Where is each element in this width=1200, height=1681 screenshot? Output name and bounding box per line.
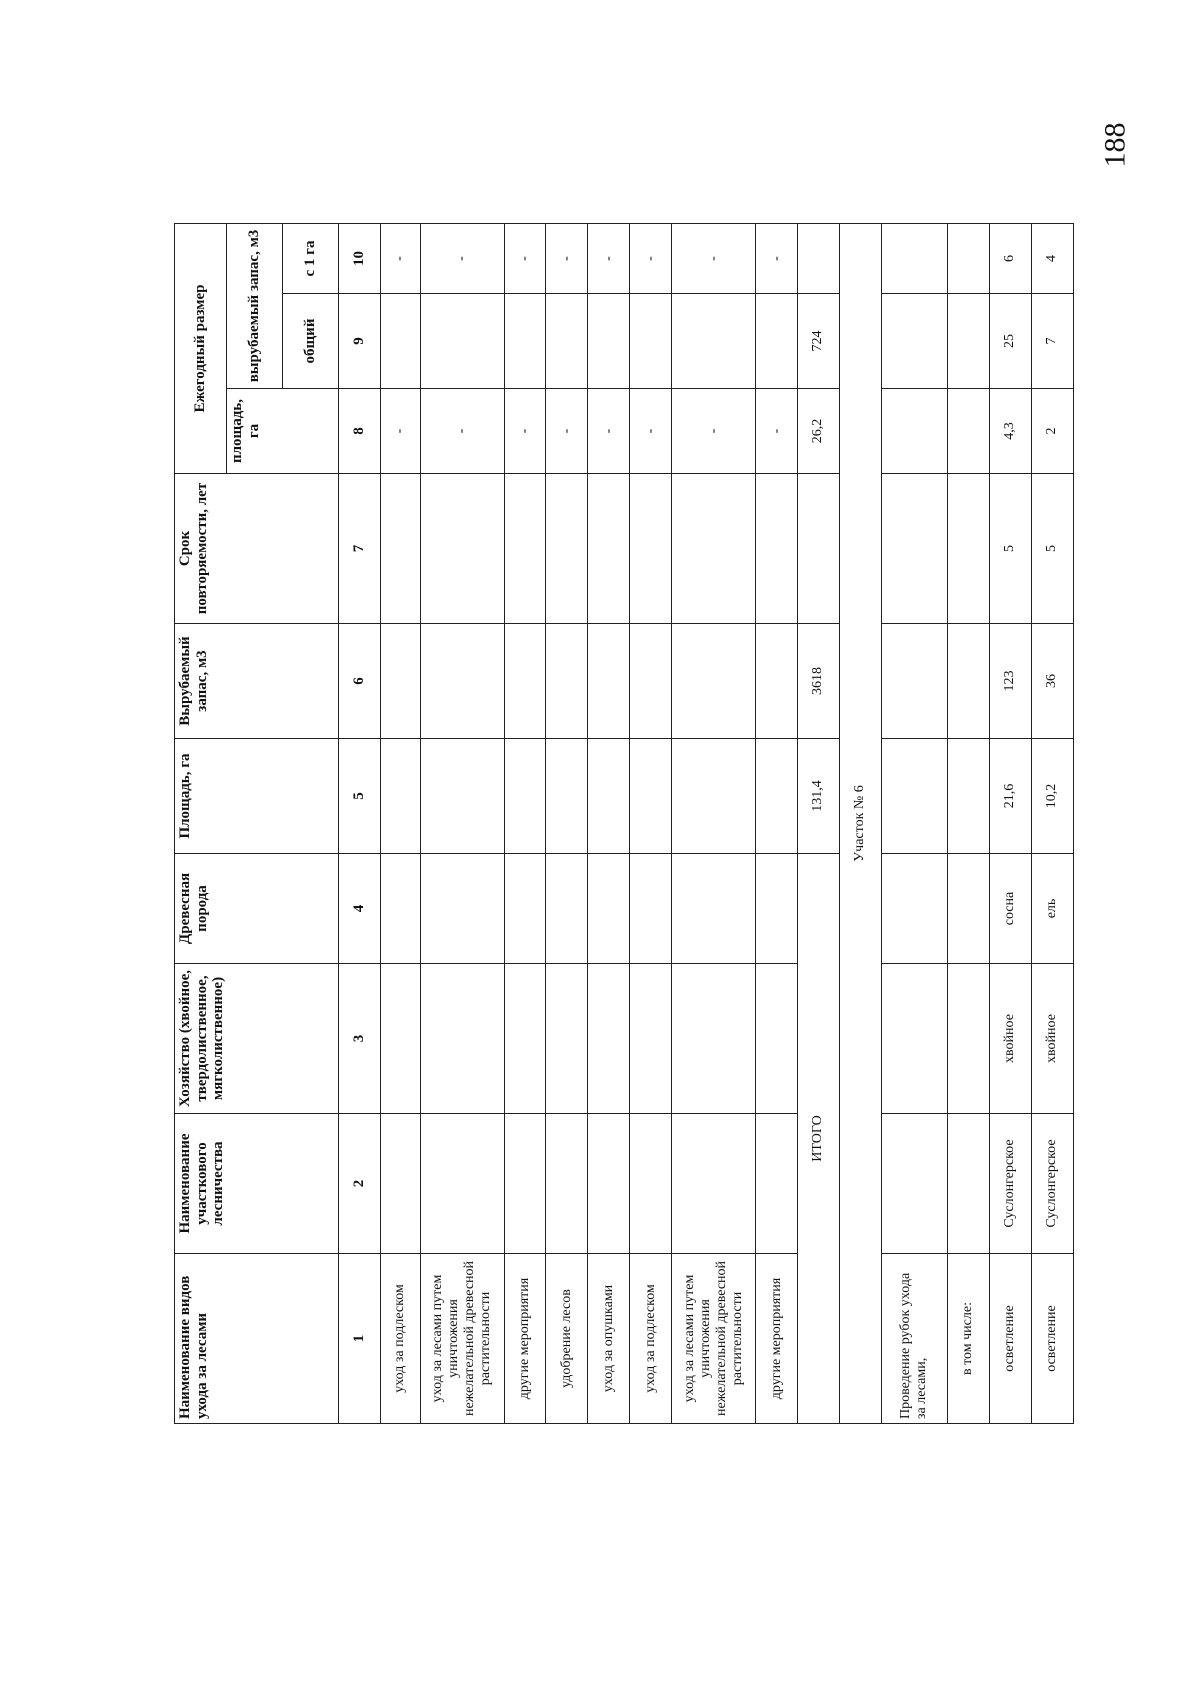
header-annual-size: Ежегодный размер	[175, 224, 227, 474]
care-type-cell: другие мероприятия	[756, 1254, 798, 1424]
care-type-cell: уход за лесами путем уничтожения нежелательной древесной растительности	[672, 1254, 756, 1424]
column-number: 6	[339, 624, 381, 739]
care-type-cell: другие мероприятия	[504, 1254, 546, 1424]
annual-area-cell: -	[380, 389, 420, 474]
header-annual-total: общий	[283, 294, 339, 389]
per-ha-cell: -	[380, 224, 420, 294]
care-type-cell: удобрение лесов	[546, 1254, 588, 1424]
annual-total-cell: 25	[989, 294, 1031, 389]
per-ha-cell: -	[630, 224, 672, 294]
care-type-cell: уход за подлеском	[630, 1254, 672, 1424]
table-row	[948, 224, 990, 1424]
per-ha-cell: -	[504, 224, 546, 294]
volume-cell: 123	[989, 624, 1031, 739]
annual-area-cell: -	[756, 389, 798, 474]
annual-area-cell: -	[672, 389, 756, 474]
table-row	[989, 224, 1031, 1424]
per-ha-cell: 6	[989, 224, 1031, 294]
table-row	[672, 224, 756, 1424]
section-row	[839, 224, 881, 1424]
annual-area-cell: -	[630, 389, 672, 474]
area-cell: 21,6	[989, 739, 1031, 854]
cutting-label: Проведение рубок ухода за лесами,	[881, 1254, 947, 1424]
annual-area-cell: -	[546, 389, 588, 474]
annual-total-cell: 7	[1031, 294, 1073, 389]
table-row	[380, 224, 420, 1424]
table-row	[546, 224, 588, 1424]
care-type-cell: осветление	[1031, 1254, 1073, 1424]
total-annual-area: 26,2	[797, 389, 839, 474]
column-number: 4	[339, 854, 381, 964]
species-cell: ель	[1031, 854, 1073, 964]
care-type-cell: уход за лесами путем уничтожения нежелательной древесной растительности	[420, 1254, 504, 1424]
column-number: 8	[339, 389, 381, 474]
forestry-cell: Суслонгерское	[989, 1114, 1031, 1254]
total-label: ИТОГО	[797, 854, 839, 1424]
table-row	[588, 224, 630, 1424]
farm-cell: хвойное	[989, 964, 1031, 1114]
column-number: 9	[339, 294, 381, 389]
forest-care-table-wrapper	[174, 224, 1074, 1424]
forestry-cell: Суслонгерское	[1031, 1114, 1073, 1254]
annual-area-cell: 2	[1031, 389, 1073, 474]
column-number: 5	[339, 739, 381, 854]
header-forestry-name: Наименование участкового лесничества	[175, 1114, 339, 1254]
header-annual-area: площадь, га	[227, 389, 339, 474]
column-number: 10	[339, 224, 381, 294]
header-care-type: Наименование видов ухода за лесами	[175, 1254, 339, 1424]
table-row	[1031, 224, 1073, 1424]
page-number: 188	[1098, 122, 1132, 168]
table-row	[504, 224, 546, 1424]
forest-care-table	[174, 223, 1074, 1424]
total-row	[797, 224, 839, 1424]
annual-area-cell: 4,3	[989, 389, 1031, 474]
table-row	[630, 224, 672, 1424]
period-cell: 5	[989, 474, 1031, 624]
total-volume: 3618	[797, 624, 839, 739]
total-annual-volume: 724	[797, 294, 839, 389]
annual-area-cell: -	[588, 389, 630, 474]
header-farm-type: Хозяйство (хвойное, твердолиственное, мягколиственное)	[175, 964, 339, 1114]
per-ha-cell: -	[756, 224, 798, 294]
header-area: Площадь, га	[175, 739, 339, 854]
annual-area-cell: -	[504, 389, 546, 474]
table-row	[420, 224, 504, 1424]
header-annual-volume: вырубаемый запас, м3	[227, 224, 283, 389]
species-cell: сосна	[989, 854, 1031, 964]
annual-area-cell: -	[420, 389, 504, 474]
per-ha-cell: 4	[1031, 224, 1073, 294]
per-ha-cell: -	[420, 224, 504, 294]
header-tree-species: Древесная порода	[175, 854, 339, 964]
column-number: 7	[339, 474, 381, 624]
column-number: 2	[339, 1114, 381, 1254]
period-cell: 5	[1031, 474, 1073, 624]
column-number: 3	[339, 964, 381, 1114]
per-ha-cell: -	[672, 224, 756, 294]
section-label: Участок № 6	[839, 224, 881, 1424]
table-row	[756, 224, 798, 1424]
header-annual-per-ha: с 1 га	[283, 224, 339, 294]
header-felling-volume: Вырубаемый запас, м3	[175, 624, 339, 739]
care-type-cell: уход за опушками	[588, 1254, 630, 1424]
farm-cell: хвойное	[1031, 964, 1073, 1114]
header-repeat-period: Срок повторяемости, лет	[175, 474, 339, 624]
area-cell: 10,2	[1031, 739, 1073, 854]
column-number-row	[339, 224, 381, 1424]
total-area: 131,4	[797, 739, 839, 854]
care-type-cell: уход за подлеском	[380, 1254, 420, 1424]
care-type-cell: осветление	[989, 1254, 1031, 1424]
including-label: в том числе:	[948, 1254, 990, 1424]
volume-cell: 36	[1031, 624, 1073, 739]
table-row	[881, 224, 947, 1424]
per-ha-cell: -	[588, 224, 630, 294]
column-number: 1	[339, 1254, 381, 1424]
per-ha-cell: -	[546, 224, 588, 294]
